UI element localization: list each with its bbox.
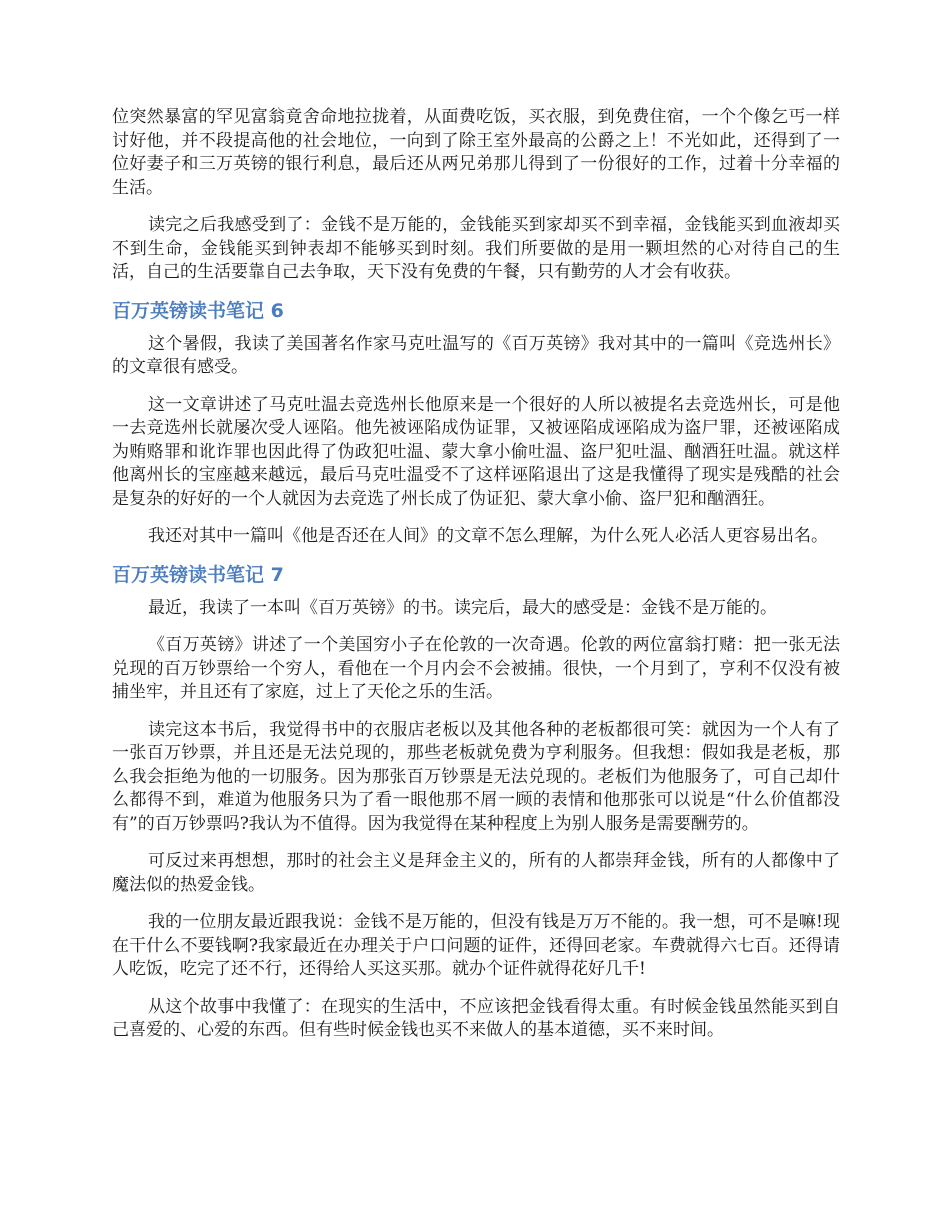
document-page — [112, 106, 840, 1057]
section-heading-6: 百万英镑读书笔记 6 — [112, 299, 284, 322]
paragraph: 这一文章讲述了马克吐温去竞选州长他原来是一个很好的人所以被提名去竞选州长，可是他一去竞选州长就屡次受人诬陷。他先被诬陷成伪证罪，又被诬陷成诬陷成为盗尸罪，还被诬陷成为贿赂罪和讹诈罪也因此得了伪政犯吐温、蒙大拿小偷吐温、盗尸犯吐温、酗酒狂吐温。就这样他离州长的宝座越来越远，最后马克吐温受不了这样诬陷退出了这是我懂得了现实是残酷的社会是复杂的好好的一个人就因为去竞选了州长成了伪证犯、蒙大拿小偷、盗尸犯和酗酒狂。 — [112, 394, 840, 509]
paragraph: 读完之后我感受到了：金钱不是万能的，金钱能买到家却买不到幸福，金钱能买到血液却买不到生命，金钱能买到钟表却不能够买到时刻。我们所要做的是用一颗坦然的心对待自己的生活，自己的生活要靠自己去争取，天下没有免费的午餐，只有勤劳的人才会有收获。 — [112, 215, 840, 282]
paragraph: 我还对其中一篇叫《他是否还在人间》的文章不怎么理解，为什么死人必活人更容易出名。 — [148, 526, 828, 546]
paragraph: 可反过来再想想，那时的社会主义是拜金主义的，所有的人都崇拜金钱，所有的人都像中了魔法似的热爱金钱。 — [112, 851, 840, 895]
paragraph: 最近，我读了一本叫《百万英镑》的书。读完后，最大的感受是：金钱不是万能的。 — [148, 597, 777, 618]
paragraph: 从这个故事中我懂了：在现实的生活中，不应该把金钱看得太重。有时候金钱虽然能买到自己喜爱的、心爱的东西。但有些时候金钱也买不来做人的基本道德，买不来时间。 — [112, 996, 840, 1040]
paragraph: 我的一位朋友最近跟我说：金钱不是万能的，但没有钱是万万不能的。我一想，可不是嘛!现在干什么不要钱啊?我家最近在办理关于户口问题的证件，还得回老家。车费就得六七百。还得请人吃饭，吃完了还不行，还得给人买这买那。就办个证件就得花好几千! — [112, 912, 840, 979]
paragraph-continued: 位突然暴富的罕见富翁竟舍命地拉拢着，从面费吃饭，买衣服，到免费住宿，一个个像乞丐一样讨好他，并不段提高他的社会地位，一向到了除王室外最高的公爵之上！不光如此，还得到了一位好妻子和三万英镑的银行利息，最后还从两兄弟那儿得到了一份很好的工作，过着十分幸福的生活。 — [112, 107, 840, 198]
section-heading-7: 百万英镑读书笔记 7 — [112, 563, 284, 586]
paragraph: 这个暑假，我读了美国著名作家马克吐温写的《百万英镑》我对其中的一篇叫《竞选州长》的文章很有感受。 — [112, 333, 840, 377]
paragraph: 读完这本书后，我觉得书中的衣服店老板以及其他各种的老板都很可笑：就因为一个人有了一张百万钞票，并且还是无法兑现的，那些老板就免费为亨利服务。但我想：假如我是老板，那么我会拒绝为他的一切服务。因为那张百万钞票是无法兑现的。老板们为他服务了，可自己却什么都得不到，难道为他服务只为了看一眼他那不屑一顾的表情和他那张可以说是“什么价值都没有”的百万钞票吗?我认为不值得。因为我觉得在某种程度上为别人服务是需要酬劳的。 — [112, 719, 840, 834]
paragraph: 《百万英镑》讲述了一个美国穷小子在伦敦的一次奇遇。伦敦的两位富翁打赌：把一张无法兑现的百万钞票给一个穷人，看他在一个月内会不会被捕。很快，一个月到了，亨利不仅没有被捕坐牢，并且还有了家庭，过上了天伦之乐的生活。 — [112, 635, 840, 702]
